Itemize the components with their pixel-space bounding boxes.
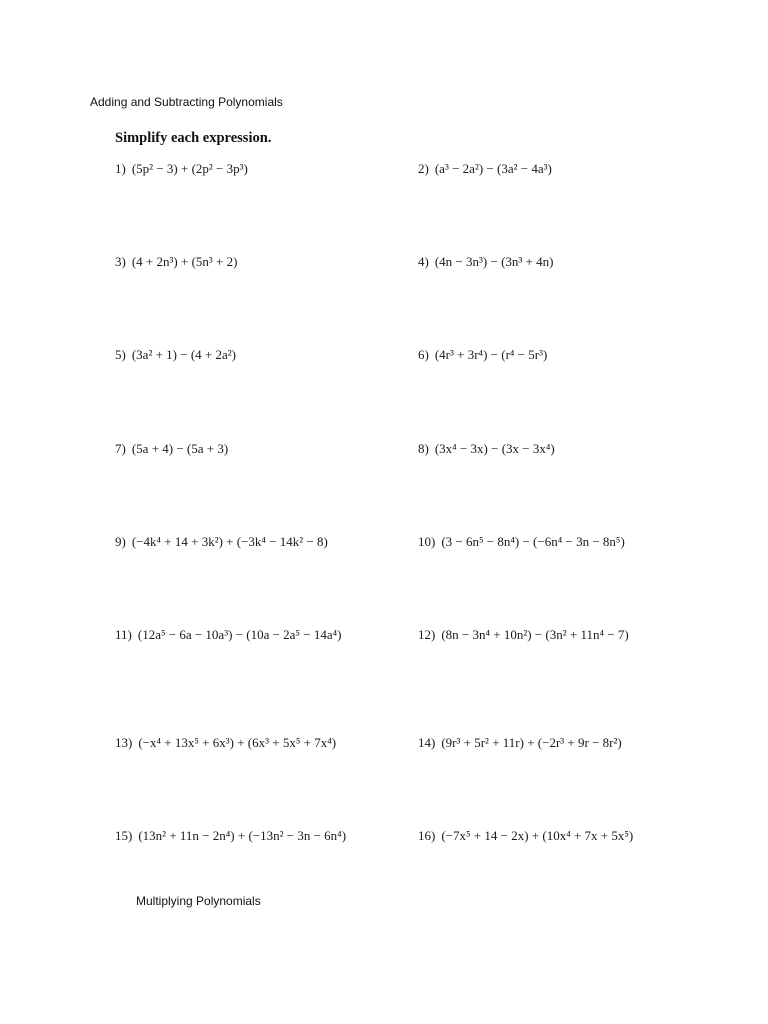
instruction-text: Simplify each expression. bbox=[115, 130, 272, 146]
problem-expression: (4n − 3n³) − (3n³ + 4n) bbox=[434, 254, 554, 269]
problem-item bbox=[418, 735, 622, 751]
problem-expression: (a³ − 2a²) − (3a² − 4a³) bbox=[434, 161, 552, 176]
problem-item bbox=[418, 254, 553, 270]
problem-number: 2) bbox=[418, 161, 429, 176]
problem-item bbox=[115, 254, 237, 270]
problem-item bbox=[418, 347, 547, 363]
problem-number: 7) bbox=[115, 441, 126, 456]
problem-number: 1) bbox=[115, 161, 126, 176]
problem-item bbox=[115, 161, 248, 177]
problem-number: 9) bbox=[115, 534, 126, 549]
problem-expression: (−4k⁴ + 14 + 3k²) + (−3k⁴ − 14k² − 8) bbox=[131, 534, 328, 549]
problem-item bbox=[418, 534, 625, 550]
problem-item bbox=[115, 441, 228, 457]
problem-expression: (5a + 4) − (5a + 3) bbox=[131, 441, 229, 456]
problem-number: 14) bbox=[418, 735, 436, 750]
problem-number: 10) bbox=[418, 534, 436, 549]
problem-item bbox=[418, 161, 552, 177]
problem-item bbox=[115, 534, 328, 550]
problem-expression: (−x⁴ + 13x⁵ + 6x³) + (6x³ + 5x⁵ + 7x⁴) bbox=[138, 735, 337, 750]
problem-item bbox=[418, 627, 629, 643]
problem-expression: (−7x⁵ + 14 − 2x) + (10x⁴ + 7x + 5x⁵) bbox=[441, 828, 634, 843]
problem-expression: (5p² − 3) + (2p² − 3p³) bbox=[131, 161, 248, 176]
problem-number: 11) bbox=[115, 627, 132, 642]
problem-number: 12) bbox=[418, 627, 436, 642]
problem-number: 3) bbox=[115, 254, 126, 269]
problem-item bbox=[115, 735, 336, 751]
problem-expression: (12a⁵ − 6a − 10a³) − (10a − 2a⁵ − 14a⁴) bbox=[137, 627, 342, 642]
problem-expression: (4r³ + 3r⁴) − (r⁴ − 5r³) bbox=[434, 347, 548, 362]
problem-expression: (3a² + 1) − (4 + 2a²) bbox=[131, 347, 236, 362]
problem-number: 4) bbox=[418, 254, 429, 269]
document-title: Adding and Subtracting Polynomials bbox=[90, 95, 283, 109]
problem-item bbox=[418, 441, 555, 457]
problem-item bbox=[115, 828, 346, 844]
problem-expression: (3x⁴ − 3x) − (3x − 3x⁴) bbox=[434, 441, 555, 456]
problem-number: 15) bbox=[115, 828, 133, 843]
problem-number: 13) bbox=[115, 735, 133, 750]
problem-expression: (4 + 2n³) + (5n³ + 2) bbox=[131, 254, 238, 269]
problem-item bbox=[115, 627, 341, 643]
problem-expression: (8n − 3n⁴ + 10n²) − (3n² + 11n⁴ − 7) bbox=[441, 627, 629, 642]
problem-number: 8) bbox=[418, 441, 429, 456]
section-title-multiplying: Multiplying Polynomials bbox=[136, 894, 261, 908]
problem-expression: (9r³ + 5r² + 11r) + (−2r³ + 9r − 8r²) bbox=[441, 735, 622, 750]
problem-expression: (3 − 6n⁵ − 8n⁴) − (−6n⁴ − 3n − 8n⁵) bbox=[441, 534, 625, 549]
problem-number: 5) bbox=[115, 347, 126, 362]
problem-expression: (13n² + 11n − 2n⁴) + (−13n² − 3n − 6n⁴) bbox=[138, 828, 347, 843]
problem-number: 6) bbox=[418, 347, 429, 362]
problem-number: 16) bbox=[418, 828, 436, 843]
problem-item bbox=[418, 828, 633, 844]
problem-item bbox=[115, 347, 236, 363]
